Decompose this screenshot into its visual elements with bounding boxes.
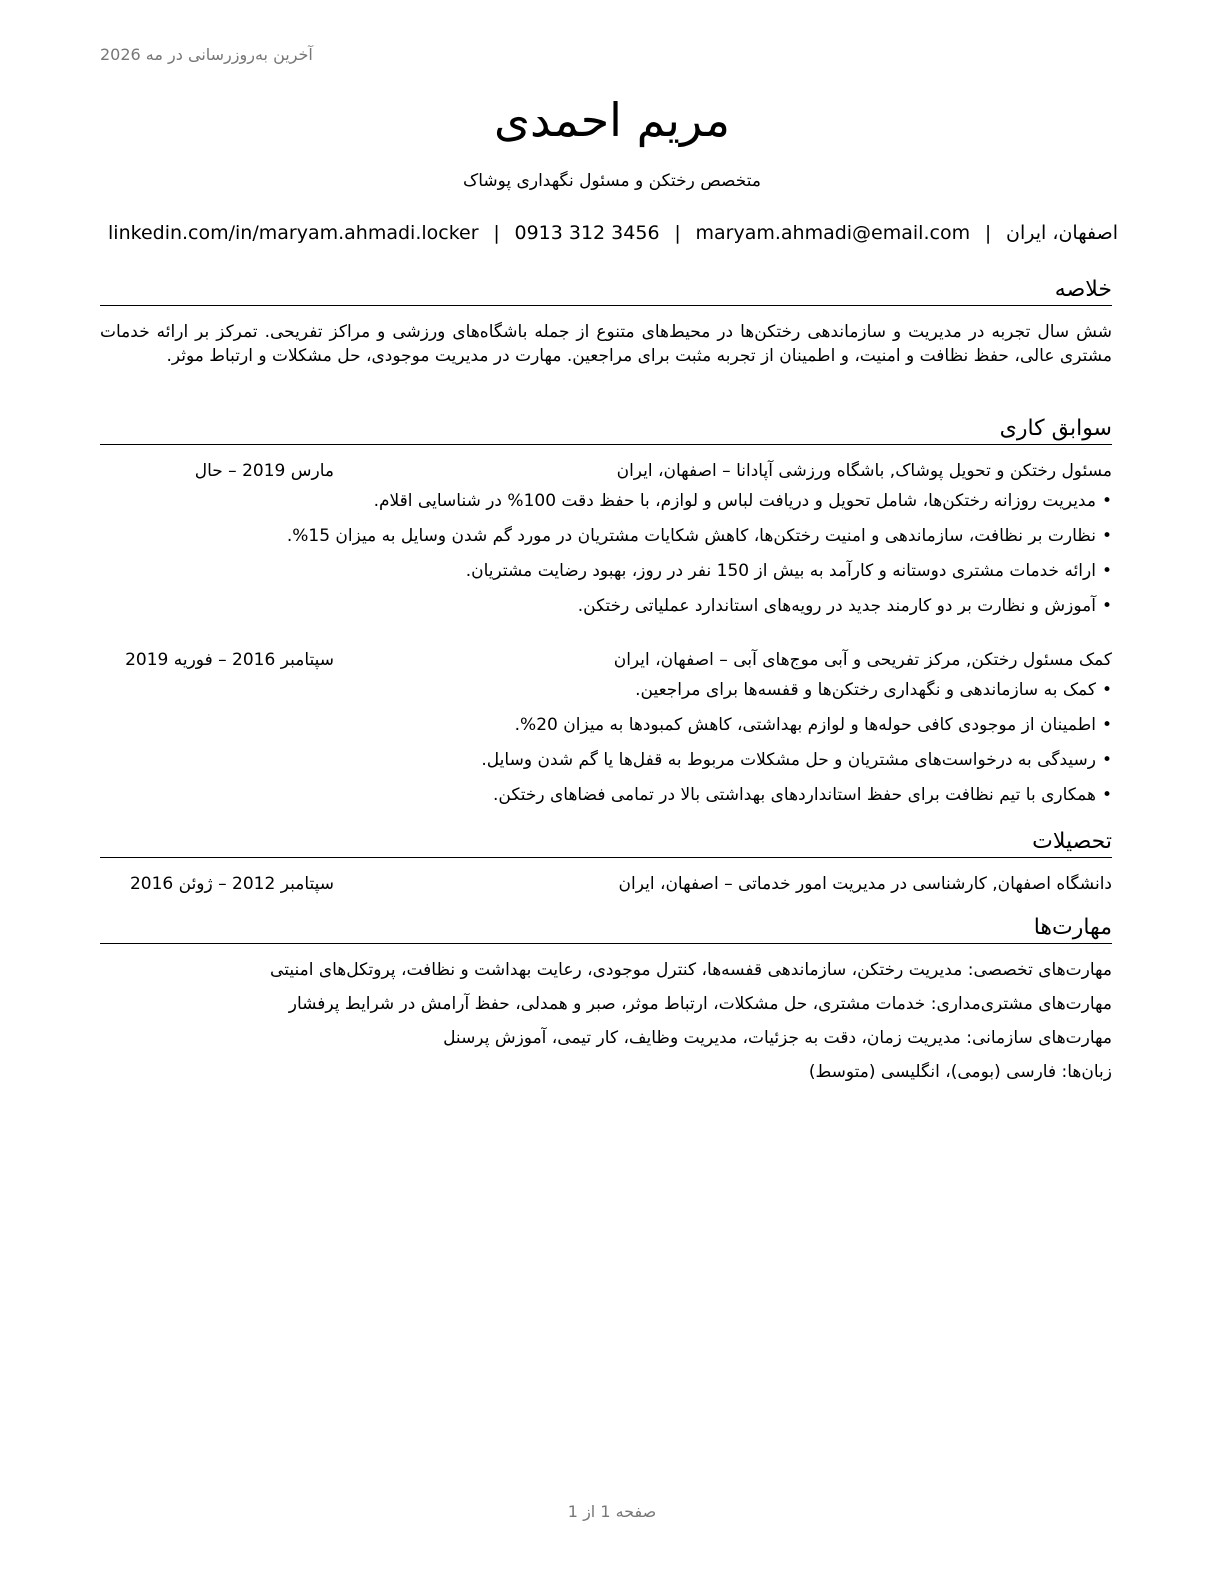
last-updated: آخرین به‌روزرسانی در مه 2026 xyxy=(100,45,313,64)
list-item xyxy=(100,678,1112,713)
job-title: متخصص رختکن و مسئول نگهداری پوشاک xyxy=(463,171,761,191)
section-title-skills: مهارت‌ها xyxy=(100,914,1112,944)
contact-email[interactable]: maryam.ahmadi@email.com xyxy=(695,222,971,244)
list-item xyxy=(100,594,1112,629)
section-title-education: تحصیلات xyxy=(100,828,1112,858)
bullet-symbol: • xyxy=(1101,715,1112,735)
experience-date: سپتامبر 2016 – فوریه 2019 xyxy=(125,650,334,670)
bullet-symbol: • xyxy=(1101,750,1112,770)
bullet-symbol: • xyxy=(1101,561,1112,581)
bullet-text: نظارت بر نظافت، سازماندهی و امنیت رختکن‌ها، کاهش شکایات مشتریان در مورد گم شدن وسایل به میزان 15%. xyxy=(286,526,1096,546)
education-title: دانشگاه اصفهان, کارشناسی در مدیریت امور خدماتی – اصفهان، ایران xyxy=(618,874,1112,894)
list-item xyxy=(100,524,1112,559)
section-title-experience: سوابق کاری xyxy=(100,415,1112,445)
bullet-symbol: • xyxy=(1101,680,1112,700)
bullet-text: آموزش و نظارت بر دو کارمند جدید در رویه‌های استاندارد عملیاتی رختکن. xyxy=(577,596,1096,616)
contact-location: اصفهان، ایران xyxy=(1006,222,1118,244)
experience-date: مارس 2019 – حال xyxy=(194,461,334,481)
contact-linkedin[interactable]: linkedin.com/in/maryam.ahmadi.locker xyxy=(108,222,479,244)
bullet-symbol: • xyxy=(1101,526,1112,546)
list-item xyxy=(100,559,1112,594)
page-number: صفحه 1 از 1 xyxy=(567,1502,657,1521)
list-item xyxy=(100,489,1112,524)
contact-phone: 0913 312 3456 xyxy=(514,222,660,244)
list-item: مهارت‌های تخصصی: مدیریت رختکن، سازماندهی قفسه‌ها، کنترل موجودی، رعایت بهداشت و نظافت، پروتکل‌های امنیتی xyxy=(270,960,1112,980)
bullet-symbol: • xyxy=(1101,596,1112,616)
section-title-summary: خلاصه xyxy=(100,276,1112,306)
education-date: سپتامبر 2012 – ژوئن 2016 xyxy=(129,874,334,894)
bullet-symbol: • xyxy=(1101,491,1112,511)
contact-separator: | xyxy=(984,222,992,244)
experience-title: کمک مسئول رختکن, مرکز تفریحی و آبی موج‌های آبی – اصفهان، ایران xyxy=(613,650,1112,670)
list-item xyxy=(100,748,1112,783)
experience-bullets xyxy=(100,678,1112,818)
bullet-text: مدیریت روزانه رختکن‌ها، شامل تحویل و دریافت لباس و لوازم، با حفظ دقت 100% در شناسایی اقلام. xyxy=(373,491,1096,511)
list-item xyxy=(100,783,1112,818)
list-item: زبان‌ها: فارسی (بومی)، انگلیسی (متوسط) xyxy=(808,1062,1112,1082)
list-item: مهارت‌های سازمانی: مدیریت زمان، دقت به جزئیات، مدیریت وظایف، کار تیمی، آموزش پرسنل xyxy=(443,1028,1112,1048)
experience-bullets xyxy=(100,489,1112,629)
bullet-text: ارائه خدمات مشتری دوستانه و کارآمد به بیش از 150 نفر در روز، بهبود رضایت مشتریان. xyxy=(465,561,1096,581)
list-item xyxy=(100,713,1112,748)
bullet-text: رسیدگی به درخواست‌های مشتریان و حل مشکلات مربوط به قفل‌ها یا گم شدن وسایل. xyxy=(481,750,1096,770)
summary-text: شش سال تجربه در مدیریت و سازماندهی رختکن‌ها در محیط‌های متنوع از جمله باشگاه‌های ورزشی و مراکز تفریحی. تمرکز بر ارائه خدمات مشتری عالی، حفظ نظافت و امنیت، و اطمینان از تجربه مثبت برای مراجعین. مهارت در مدیریت موجودی، حل مشکلات و ارتباط موثر. xyxy=(100,322,1112,366)
candidate-name: مریم احمدی xyxy=(493,93,731,147)
list-item: مهارت‌های مشتری‌مداری: خدمات مشتری، حل مشکلات، ارتباط موثر، صبر و همدلی، حفظ آرامش در شرایط پرفشار xyxy=(288,994,1112,1014)
bullet-symbol: • xyxy=(1101,785,1112,805)
bullet-text: اطمینان از موجودی کافی حوله‌ها و لوازم بهداشتی، کاهش کمبودها به میزان 20%. xyxy=(514,715,1096,735)
contact-line xyxy=(108,222,1118,244)
experience-title: مسئول رختکن و تحویل پوشاک, باشگاه ورزشی آپادانا – اصفهان، ایران xyxy=(616,461,1112,481)
bullet-text: کمک به سازماندهی و نگهداری رختکن‌ها و قفسه‌ها برای مراجعین. xyxy=(635,680,1096,700)
contact-separator: | xyxy=(493,222,500,244)
skills-list xyxy=(100,958,1112,1094)
contact-separator: | xyxy=(674,222,681,244)
bullet-text: همکاری با تیم نظافت برای حفظ استانداردهای بهداشتی بالا در تمامی فضاهای رختکن. xyxy=(492,785,1096,805)
